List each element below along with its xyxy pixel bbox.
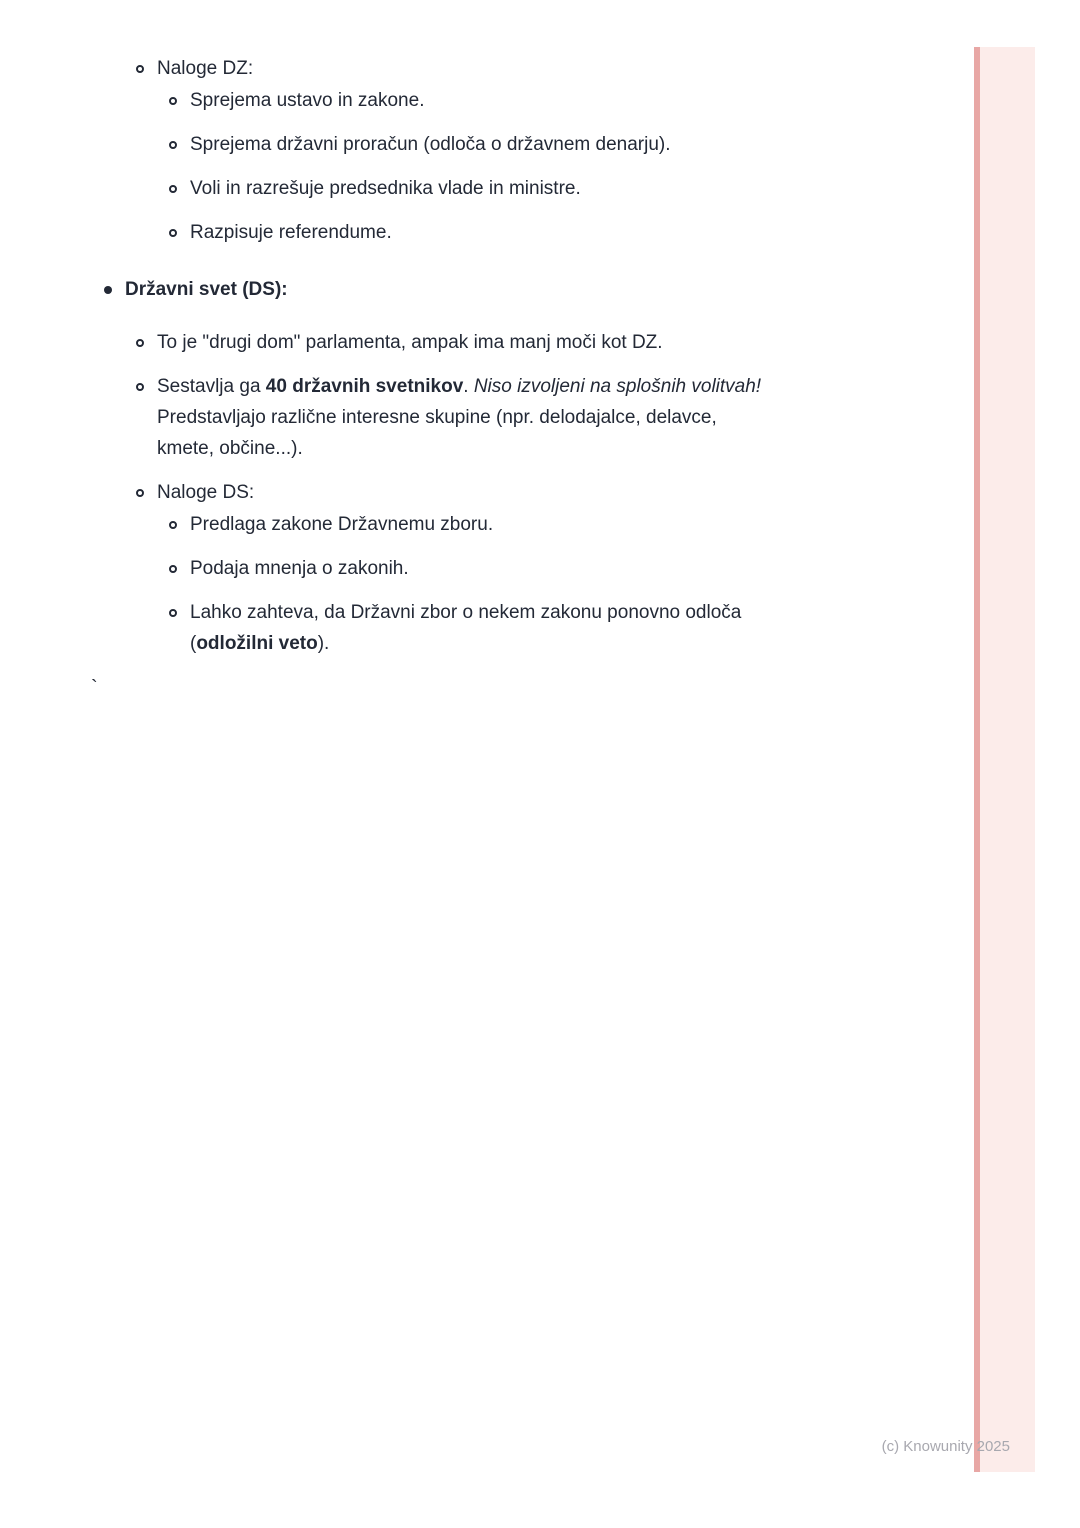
list-item-text [190, 85, 424, 116]
text-run: ( [190, 633, 197, 654]
text-run: To je "drugi dom" parlamenta, ampak ima manj moči kot DZ. [157, 332, 663, 353]
text-run: odložilni veto [196, 633, 318, 654]
list-item-text [190, 217, 392, 248]
watermark: (c) Knowunity 2025 [881, 1438, 1010, 1455]
text-run: Voli in razrešuje predsednika vlade in ministre. [190, 178, 581, 199]
list-item-text [190, 173, 581, 204]
list-item [0, 371, 965, 464]
text-run: Sprejema ustavo in zakone. [190, 90, 425, 111]
text-run: Naloge DS: [157, 482, 255, 503]
bullet-marker-box [135, 371, 157, 402]
list-item-text [190, 509, 493, 540]
list-item-text [190, 129, 671, 160]
list-item-text [125, 274, 288, 305]
list-item-text [190, 597, 741, 659]
bullet-marker-box [168, 509, 190, 540]
text-run: ). [317, 633, 330, 654]
circle-bullet-icon [169, 565, 177, 573]
text-run: Predstavljajo različne interesne skupine (npr. delodajalce, delavce, [157, 407, 717, 428]
list-item-text [157, 53, 253, 84]
list-item [0, 477, 965, 508]
text-run: 40 državnih svetnikov [265, 376, 464, 397]
bullet-marker-box [168, 553, 190, 584]
text-run: Podaja mnenja o zakonih. [190, 558, 409, 579]
bullet-marker-box [168, 129, 190, 160]
text-run: Lahko zahteva, da Državni zbor o nekem zakonu ponovno odloča [190, 602, 742, 623]
list-item-text [157, 371, 761, 464]
list-item [0, 553, 965, 584]
text-run: Sestavlja ga [157, 376, 266, 397]
list-item [0, 173, 965, 204]
text-run: kmete, občine...). [157, 438, 303, 459]
list-item [0, 53, 965, 84]
list-item-text [157, 477, 254, 508]
text-run: Naloge DZ: [157, 58, 254, 79]
bullet-marker-box [168, 597, 190, 628]
list-item [0, 129, 965, 160]
bullet-marker-box [135, 477, 157, 508]
bullet-marker-box [168, 173, 190, 204]
disc-bullet-icon [104, 286, 112, 294]
bullet-marker-box [103, 274, 125, 305]
circle-bullet-icon [136, 339, 144, 347]
bullet-marker-box [135, 53, 157, 84]
circle-bullet-icon [169, 521, 177, 529]
stray-backtick-mark: ` [91, 677, 98, 699]
circle-bullet-icon [169, 609, 177, 617]
list-item-text [157, 327, 663, 358]
circle-bullet-icon [169, 185, 177, 193]
text-run: . [463, 376, 474, 397]
list-item [0, 327, 965, 358]
list-item [0, 274, 965, 305]
text-run: Predlaga zakone Državnemu zboru. [190, 514, 494, 535]
bullet-marker-box [168, 217, 190, 248]
bullet-marker-box [168, 85, 190, 116]
accent-stripe [974, 47, 1035, 1472]
list-item [0, 85, 965, 116]
circle-bullet-icon [169, 229, 177, 237]
text-run: Razpisuje referendume. [190, 222, 392, 243]
text-run: Niso izvoljeni na splošnih volitvah! [473, 376, 762, 397]
circle-bullet-icon [136, 489, 144, 497]
list-item-text [190, 553, 409, 584]
bullet-marker-box [135, 327, 157, 358]
list-item [0, 597, 965, 659]
outline [0, 53, 965, 659]
circle-bullet-icon [169, 97, 177, 105]
text-run: Državni svet (DS): [125, 279, 288, 300]
text-run: Sprejema državni proračun (odloča o državnem denarju). [190, 134, 671, 155]
list-item [0, 509, 965, 540]
circle-bullet-icon [169, 141, 177, 149]
list-item [0, 217, 965, 248]
circle-bullet-icon [136, 383, 144, 391]
circle-bullet-icon [136, 65, 144, 73]
